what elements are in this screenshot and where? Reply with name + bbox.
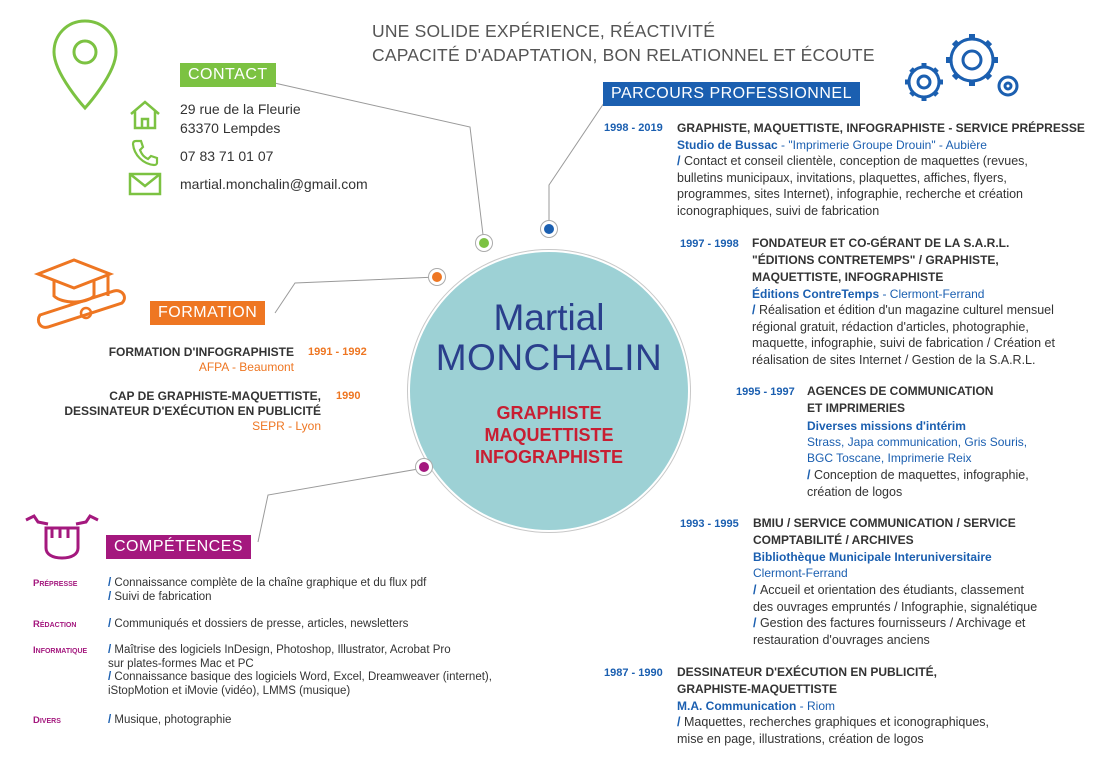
job-description: / Conception de maquettes, infographie, création de logos — [807, 468, 1029, 499]
formation-heading: FORMATION — [150, 301, 265, 325]
job-company: Bibliothèque Municipale Interuniversitaire Clermont-Ferrand — [753, 550, 992, 580]
job-years: 1995 - 1997 — [736, 386, 795, 398]
tagline-line-1: UNE SOLIDE EXPÉRIENCE, RÉACTIVITÉ — [372, 21, 716, 41]
job-title: BMIU / SERVICE COMMUNICATION / SERVICE COMPTABILITÉ / ARCHIVES — [753, 516, 1016, 547]
contact-heading: CONTACT — [180, 63, 276, 87]
formation-year: 1990 — [336, 390, 361, 402]
map-pin-icon — [50, 18, 120, 118]
job-years: 1993 - 1995 — [680, 518, 739, 530]
envelope-icon — [128, 172, 162, 196]
phone-icon — [130, 138, 160, 168]
wrench-fist-icon — [22, 512, 102, 562]
competence-redaction: / Communiqués et dossiers de presse, articles, newsletters — [108, 618, 409, 630]
contact-email[interactable]: martial.monchalin@gmail.com — [180, 176, 368, 192]
competence-divers: / Musique, photographie — [108, 714, 232, 726]
parcours-heading: PARCOURS PROFESSIONNEL — [603, 82, 860, 106]
role-1: GRAPHISTE — [496, 403, 602, 423]
job-title: GRAPHISTE, MAQUETTISTE, INFOGRAPHISTE - SERVICE PRÉPRESSE — [677, 121, 1085, 135]
name-circle — [410, 252, 688, 530]
formation-year: 1991 - 1992 — [308, 346, 367, 358]
role-2: MAQUETTISTE — [484, 425, 614, 445]
job-company: Studio de Bussac - "Imprimerie Groupe Drouin" - Aubière — [677, 138, 987, 152]
formation-title-line-2: DESSINATEUR D'EXÉCUTION EN PUBLICITÉ — [64, 404, 321, 418]
job-company: M.A. Communication - Riom — [677, 699, 836, 713]
competence-label-divers: Divers — [33, 715, 61, 726]
formation-school: SEPR — [252, 419, 285, 433]
competence-prepresse: / Connaissance complète de la chaîne graphique et du flux pdf / Suivi de fabrication — [108, 577, 427, 603]
job-company: Diverses missions d'intérim Strass, Japa communication, Gris Souris, BGC Toscane, Imprimerie Reix — [807, 419, 1028, 465]
formation-dot — [432, 272, 442, 282]
job-description: / Maquettes, recherches graphiques et iconographiques, mise en page, illustrations, création de logos — [677, 715, 990, 746]
parcours-dot — [544, 224, 554, 234]
contact-dot — [479, 238, 489, 248]
competences-dot — [419, 462, 429, 472]
formation-place: Beaumont — [239, 360, 294, 374]
formation-title: FORMATION D'INFOGRAPHISTE — [108, 345, 294, 359]
role-3: INFOGRAPHISTE — [474, 447, 623, 467]
competence-label-redaction: Rédaction — [33, 619, 77, 630]
competence-label-prepresse: Prépresse — [33, 578, 78, 589]
job-description: / Accueil et orientation des étudiants, classement des ouvrages empruntés / Infographie, signalétique / Gestion des factures fournisseurs / Archivage et restauration d'ouvrages anciens — [753, 583, 1038, 647]
job-title: FONDATEUR ET CO-GÉRANT DE LA S.A.R.L. "ÉDITIONS CONTRETEMPS" / GRAPHISTE, MAQUETTISTE, INFOGRAPHISTE — [752, 236, 1010, 284]
competences-heading: COMPÉTENCES — [106, 535, 251, 559]
job-description: / Contact et conseil clientèle, conception de maquettes (revues, bulletins municipaux, invitations, plaquettes, affiches, flyers, programmes, sites Internet), infographie, recherche et création iconographiques, suivi de fabrication — [677, 154, 1028, 218]
tagline-line-2: CAPACITÉ D'ADAPTATION, BON RELATIONNEL ET ÉCOUTE — [372, 45, 875, 65]
formation-item-1: FORMATION D'INFOGRAPHISTE AFPA - Beaumont — [108, 345, 294, 374]
address-line-2: 63370 Lempdes — [180, 120, 281, 136]
last-name: MONCHALIN — [435, 337, 663, 378]
contact-phone: 07 83 71 01 07 — [180, 148, 274, 164]
tagline — [372, 19, 875, 67]
contact-address — [180, 100, 301, 138]
job-years: 1997 - 1998 — [680, 238, 739, 250]
job-title: DESSINATEUR D'EXÉCUTION EN PUBLICITÉ, GRAPHISTE-MAQUETTISTE — [677, 665, 937, 696]
formation-place: Lyon — [295, 419, 321, 433]
house-icon — [128, 100, 162, 130]
formation-title: CAP DE GRAPHISTE-MAQUETTISTE, — [109, 389, 321, 403]
job-years: 1998 - 2019 — [604, 122, 663, 134]
job-years: 1987 - 1990 — [604, 667, 663, 679]
job-description: / Réalisation et édition d'un magazine culturel mensuel régional gratuit, rédaction d'articles, photographie, maquette, infographie, suivi de fabrication / Création et réalisation de sites Internet / Gestion de la S.A.R.L. — [752, 303, 1055, 367]
competence-informatique: / Maîtrise des logiciels InDesign, Photoshop, Illustrator, Acrobat Pro sur plates-formes Mac et PC / Connaissance basique des logiciels Word, Excel, Dreamweaver (internet), iStopMotion et iMovie (vidéo), LMMS (musique) — [108, 644, 492, 697]
job-company: Éditions ContreTemps - Clermont-Ferrand — [752, 287, 985, 301]
first-name: Martial — [493, 297, 605, 338]
formation-item-2: CAP DE GRAPHISTE-MAQUETTISTE, DESSINATEUR D'EXÉCUTION EN PUBLICITÉ SEPR - Lyon — [64, 389, 321, 433]
address-line-1: 29 rue de la Fleurie — [180, 101, 301, 117]
competence-label-informatique: Informatique — [33, 645, 88, 656]
diploma-scroll-icon — [34, 285, 134, 335]
job-title: AGENCES DE COMMUNICATION ET IMPRIMERIES — [807, 384, 994, 415]
formation-school: AFPA — [198, 360, 229, 374]
gears-icon — [900, 30, 1030, 110]
